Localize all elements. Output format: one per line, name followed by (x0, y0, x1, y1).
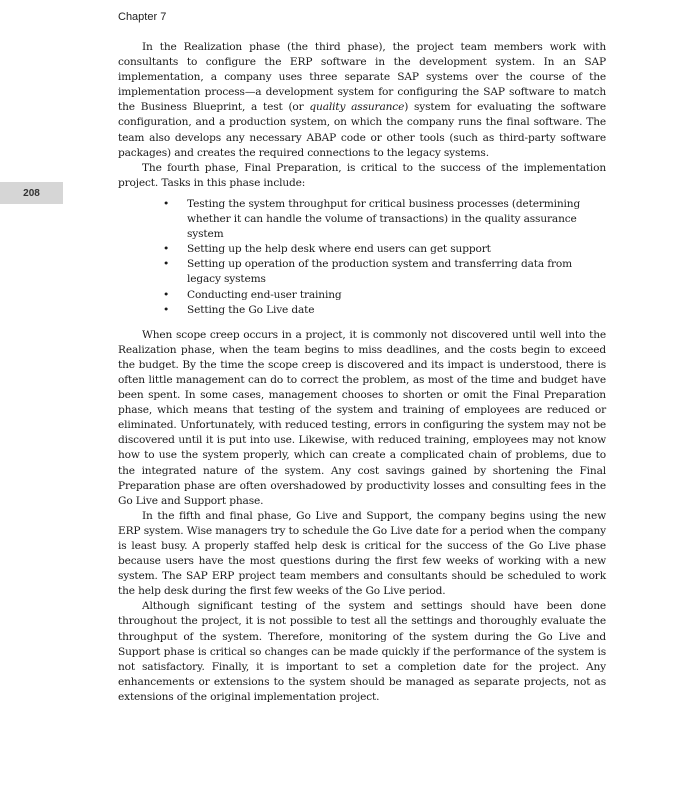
paragraph-scope-creep: When scope creep occurs in a project, it is commonly not discovered until well into the Realization phase, when the team begins to miss deadlines, and the costs begin to exceed the budget. By the time the scope creep is discovered and its impact is understood, there is often little management can do to correct the problem, as most of the time and budget have been spent. In some cases, management chooses to shorten or omit the Final Preparation phase, which means that testing of the system and training of employees are reduced or eliminated. Unfortunately, with reduced testing, errors in configuring the system may not be discovered until it is put into use. Likewise, with reduced training, employees may not know how to use the system properly, which can create a complicated chain of problems, due to the integrated nature of the system. Any cost savings gained by shortening the Final Preparation phase are often overshadowed by productivity losses and consulting fees in the Go Live and Support phase. (118, 328, 606, 507)
list-item-text: Setting up operation of the production system and transferring data from legacy systems (187, 258, 573, 286)
bullet-icon: • (163, 243, 170, 256)
paragraph-realization (118, 40, 606, 161)
body-text (118, 40, 606, 705)
list-item-text: Setting up the help desk where end users can get support (187, 243, 491, 256)
list-item (163, 257, 606, 287)
paragraph-realization-emphasis: quality assurance (309, 101, 405, 114)
chapter-header: Chapter 7 (118, 11, 167, 23)
bullet-icon: • (163, 258, 170, 271)
paragraph-monitoring: Although significant testing of the system and settings should have been done throughout the project, it is not possible to test all the settings and thoroughly evaluate the throughput of the system. Therefore, monitoring of the system during the Go Live and Support phase is critical so changes can be made quickly if the performance of the system is not satisfactory. Finally, it is important to set a completion date for the project. Any enhancements or extensions to the system should be managed as separate projects, not as extensions of the original implementation project. (118, 600, 606, 703)
bullet-icon: • (163, 197, 170, 210)
list-item (163, 288, 606, 303)
list-item (163, 242, 606, 257)
list-item (163, 197, 606, 242)
bullet-icon: • (163, 288, 170, 301)
list-item-text: Setting the Go Live date (187, 303, 315, 316)
list-item (163, 303, 606, 318)
paragraph-final-preparation: The fourth phase, Final Preparation, is critical to the success of the implementation project. Tasks in this phase include: (118, 161, 606, 189)
list-item-text: Conducting end-user training (187, 288, 342, 301)
paragraph-realization-start: In the Realization phase (the third phase), the project team members work with consultants to configure the ERP software in the development system. In an SAP implementation, a company uses three separate SAP systems over the course of the implementation process—a development system for configuring the SAP software to match the Business Blueprint, a test (or (118, 41, 606, 114)
bullet-icon: • (163, 303, 170, 316)
paragraph-go-live: In the fifth and final phase, Go Live and Support, the company begins using the new ERP system. Wise managers try to schedule the Go Live date for a period when the company is least busy. A properly staffed help desk is critical for the success of the Go Live phase because users have the most questions during the first few weeks of working with a new system. The SAP ERP project team members and consultants should be scheduled to work the help desk during the first few weeks of the Go Live period. (118, 509, 606, 598)
paragraph-realization-end: ) system for evaluating the software configuration, and a production system, on which the company runs the final software. The team also develops any necessary ABAP code or other tools (such as third-party software packages) and creates the required connections to the legacy systems. (118, 101, 606, 159)
task-list (118, 197, 606, 318)
page-number-tab: 208 (0, 182, 63, 204)
list-item-text: Testing the system throughput for critical business processes (determining whether it can handle the volume of transactions) in the quality assurance system (187, 197, 581, 241)
